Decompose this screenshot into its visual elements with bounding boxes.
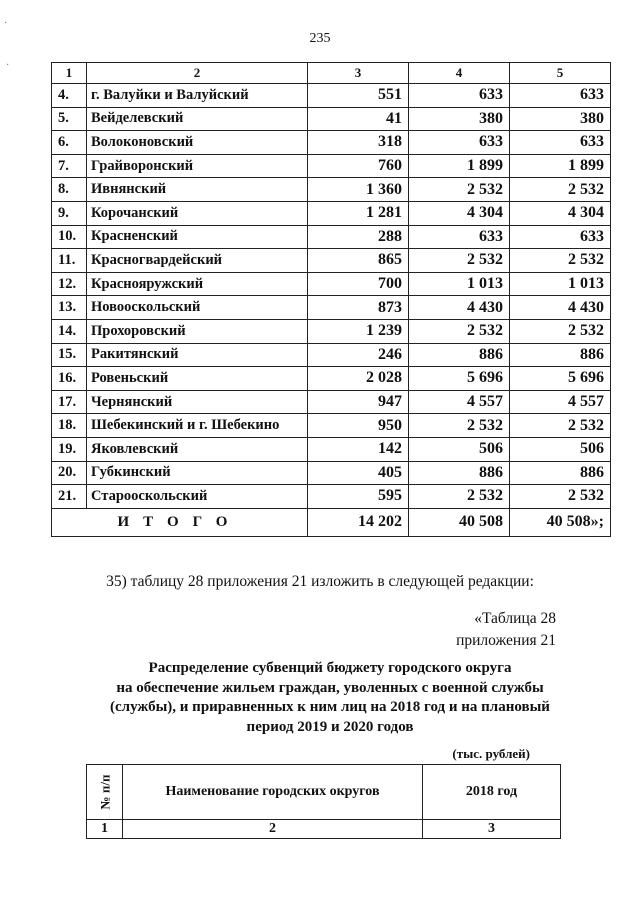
heading-line: Распределение субвенций бюджету городского округа <box>148 660 512 676</box>
table-row <box>52 485 611 509</box>
value-col4: 886 <box>409 461 510 485</box>
value-col3: 1 360 <box>308 178 409 202</box>
value-col4: 633 <box>409 84 510 108</box>
row-number: 4. <box>52 84 87 108</box>
row-number: 21. <box>52 485 87 509</box>
heading-line: (службы), и приравненных к ним лиц на 2018 год и на плановый <box>110 699 550 715</box>
table-row <box>52 367 611 391</box>
row-number: 15. <box>52 343 87 367</box>
value-col5: 2 532 <box>510 485 611 509</box>
row-number: 11. <box>52 249 87 273</box>
value-col5: 4 304 <box>510 201 611 225</box>
column-number: 3 <box>423 820 561 839</box>
column-number: 4 <box>409 63 510 84</box>
scan-mark: · <box>4 18 8 29</box>
allocation-table-continued <box>51 62 611 537</box>
value-col4: 4 430 <box>409 296 510 320</box>
table-row <box>52 343 611 367</box>
page-number: 235 <box>309 31 331 46</box>
row-number: 17. <box>52 390 87 414</box>
table-row <box>52 296 611 320</box>
column-number: 2 <box>123 820 423 839</box>
table-row <box>52 107 611 131</box>
table-row <box>52 84 611 108</box>
value-col5: 506 <box>510 437 611 461</box>
value-col4: 2 532 <box>409 249 510 273</box>
district-name: Ивнянский <box>87 178 308 202</box>
row-number: 5. <box>52 107 87 131</box>
value-col4: 5 696 <box>409 367 510 391</box>
value-col5: 2 532 <box>510 249 611 273</box>
row-number: 13. <box>52 296 87 320</box>
district-name: Новооскольский <box>87 296 308 320</box>
value-col4: 633 <box>409 225 510 249</box>
table-row <box>52 390 611 414</box>
value-col5: 2 532 <box>510 319 611 343</box>
heading-line: период 2019 и 2020 годов <box>246 718 414 735</box>
value-col4: 886 <box>409 343 510 367</box>
district-name: Грайворонский <box>87 154 308 178</box>
total-value: 40 508 <box>409 508 510 536</box>
value-col3: 595 <box>308 485 409 509</box>
column-number: 5 <box>510 63 611 84</box>
new-allocation-table <box>86 764 561 839</box>
units-label: (тыс. рублей) <box>452 746 530 761</box>
value-col4: 506 <box>409 437 510 461</box>
value-col5: 633 <box>510 225 611 249</box>
value-col4: 2 532 <box>409 178 510 202</box>
value-col3: 318 <box>308 131 409 155</box>
district-name: Красногвардейский <box>87 249 308 273</box>
amendment-instruction: 35) таблицу 28 приложения 21 изложить в следующей редакции: <box>106 573 534 590</box>
column-number: 3 <box>308 63 409 84</box>
value-col5: 4 430 <box>510 296 611 320</box>
value-col3: 246 <box>308 343 409 367</box>
value-col3: 2 028 <box>308 367 409 391</box>
value-col5: 4 557 <box>510 390 611 414</box>
heading-line: на обеспечение жильем граждан, уволенных с военной службы <box>116 679 544 696</box>
row-number: 7. <box>52 154 87 178</box>
row-number: 14. <box>52 319 87 343</box>
value-col3: 142 <box>308 437 409 461</box>
value-col5: 633 <box>510 131 611 155</box>
district-name: Ровеньский <box>87 367 308 391</box>
district-name: Старооскольский <box>87 485 308 509</box>
total-value: 14 202 <box>308 508 409 536</box>
table-row <box>52 131 611 155</box>
row-number: 12. <box>52 272 87 296</box>
district-name: г. Валуйки и Валуйский <box>87 84 308 108</box>
table-row <box>52 272 611 296</box>
value-col3: 950 <box>308 414 409 438</box>
value-col4: 2 532 <box>409 319 510 343</box>
table-heading <box>60 659 600 737</box>
row-number-header-text: № п/п <box>97 774 113 809</box>
value-col5: 886 <box>510 343 611 367</box>
value-col4: 2 532 <box>409 485 510 509</box>
table-row <box>52 249 611 273</box>
value-col5: 5 696 <box>510 367 611 391</box>
value-col4: 1 899 <box>409 154 510 178</box>
column-number: 1 <box>52 63 87 84</box>
value-col4: 633 <box>409 131 510 155</box>
value-col5: 1 899 <box>510 154 611 178</box>
value-col4: 1 013 <box>409 272 510 296</box>
value-col4: 4 557 <box>409 390 510 414</box>
total-label: ИТОГО <box>52 508 308 536</box>
value-col3: 288 <box>308 225 409 249</box>
table-header-row <box>87 765 561 820</box>
table-body <box>52 84 611 509</box>
total-value: 40 508»; <box>510 508 611 536</box>
value-col3: 760 <box>308 154 409 178</box>
table-row <box>52 414 611 438</box>
value-col5: 2 532 <box>510 178 611 202</box>
scan-mark: · <box>6 60 10 71</box>
value-col3: 405 <box>308 461 409 485</box>
row-number: 20. <box>52 461 87 485</box>
value-col5: 633 <box>510 84 611 108</box>
table-row <box>52 225 611 249</box>
value-col5: 1 013 <box>510 272 611 296</box>
table-row <box>52 461 611 485</box>
district-name: Красненский <box>87 225 308 249</box>
value-col3: 551 <box>308 84 409 108</box>
row-number: 6. <box>52 131 87 155</box>
district-name: Шебекинский и г. Шебекино <box>87 414 308 438</box>
district-name: Волоконовский <box>87 131 308 155</box>
district-name: Прохоровский <box>87 319 308 343</box>
table-reference-line: приложения 21 <box>456 632 556 649</box>
table-row <box>52 154 611 178</box>
total-row <box>52 508 611 536</box>
row-number: 19. <box>52 437 87 461</box>
district-name: Яковлевский <box>87 437 308 461</box>
column-number-row <box>52 63 611 84</box>
district-name: Чернянский <box>87 390 308 414</box>
row-number: 10. <box>52 225 87 249</box>
value-col4: 380 <box>409 107 510 131</box>
district-name-header: Наименование городских округов <box>123 765 423 820</box>
value-col3: 873 <box>308 296 409 320</box>
value-col5: 886 <box>510 461 611 485</box>
row-number: 9. <box>52 201 87 225</box>
table-reference <box>456 608 556 652</box>
district-name: Краснояружский <box>87 272 308 296</box>
value-col3: 41 <box>308 107 409 131</box>
value-col5: 2 532 <box>510 414 611 438</box>
value-col3: 700 <box>308 272 409 296</box>
district-name: Губкинский <box>87 461 308 485</box>
table-row <box>52 319 611 343</box>
table-reference-line: «Таблица 28 <box>474 610 556 627</box>
table-row <box>52 201 611 225</box>
table-row <box>52 178 611 202</box>
value-col3: 865 <box>308 249 409 273</box>
row-number-header <box>87 765 123 820</box>
value-col4: 2 532 <box>409 414 510 438</box>
table-row <box>52 437 611 461</box>
year-header: 2018 год <box>423 765 561 820</box>
row-number: 16. <box>52 367 87 391</box>
column-number: 2 <box>87 63 308 84</box>
row-number: 18. <box>52 414 87 438</box>
district-name: Вейделевский <box>87 107 308 131</box>
column-number: 1 <box>87 820 123 839</box>
value-col5: 380 <box>510 107 611 131</box>
value-col4: 4 304 <box>409 201 510 225</box>
value-col3: 947 <box>308 390 409 414</box>
value-col3: 1 281 <box>308 201 409 225</box>
value-col3: 1 239 <box>308 319 409 343</box>
column-number-row <box>87 820 561 839</box>
row-number: 8. <box>52 178 87 202</box>
district-name: Ракитянский <box>87 343 308 367</box>
district-name: Корочанский <box>87 201 308 225</box>
